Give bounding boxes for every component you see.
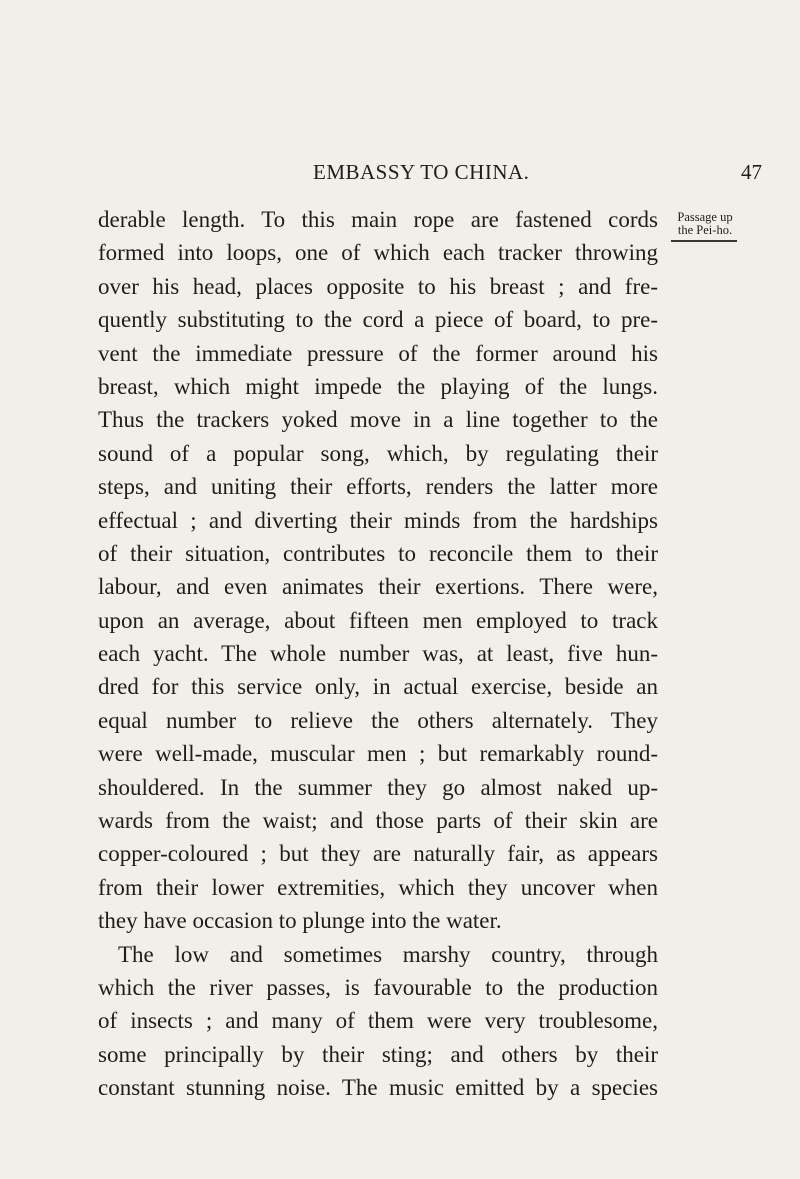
text-line: some principally by their sting; and others by their — [98, 1041, 658, 1067]
page-number: 47 — [741, 160, 762, 184]
text-line: over his head, places opposite to his breast ; and fre- — [98, 273, 658, 299]
text-line: copper-coloured ; but they are naturally fair, as appears — [98, 841, 658, 867]
text-line: Thus the trackers yoked move in a line together to the — [98, 407, 658, 433]
text-line: sound of a popular song, which, by regulating their — [98, 440, 658, 466]
text-line: constant stunning noise. The music emitted by a species — [98, 1075, 658, 1101]
text-line: labour, and even animates their exertions. There were, — [98, 574, 658, 600]
text-line: from their lower extremities, which they uncover when — [98, 874, 658, 900]
body-text — [98, 203, 658, 1105]
text-line: breast, which might impede the playing of the lungs. — [98, 373, 658, 399]
text-line: The low and sometimes marshy country, through — [118, 941, 658, 967]
text-line: formed into loops, one of which each tracker throwing — [98, 240, 658, 266]
text-line: effectual ; and diverting their minds from the hardships — [98, 507, 658, 533]
text-line: they have occasion to plunge into the water. — [98, 908, 502, 934]
text-line: derable length. To this main rope are fastened cords — [98, 207, 658, 232]
text-line: upon an average, about fifteen men employed to track — [98, 607, 658, 633]
text-line: wards from the waist; and those parts of their skin are — [98, 808, 658, 834]
margin-note-line: the Pei-ho. — [677, 223, 733, 237]
text-line: equal number to relieve the others alternately. They — [98, 707, 658, 733]
text-line: quently substituting to the cord a piece of board, to pre- — [98, 307, 658, 333]
margin-note-rule — [671, 240, 737, 242]
margin-note — [669, 211, 741, 237]
running-head: EMBASSY TO CHINA. — [313, 160, 530, 184]
margin-note-line: Passage up — [677, 210, 733, 224]
text-line: of their situation, contributes to reconcile them to their — [98, 540, 658, 566]
text-line: which the river passes, is favourable to the production — [98, 974, 658, 1000]
text-line: of insects ; and many of them were very troublesome, — [98, 1008, 658, 1034]
text-line: each yacht. The whole number was, at least, five hun- — [98, 641, 658, 667]
text-line: shouldered. In the summer they go almost naked up- — [98, 774, 658, 800]
text-line: steps, and uniting their efforts, renders the latter more — [98, 474, 658, 500]
text-line: were well-made, muscular men ; but remarkably round- — [98, 741, 658, 767]
text-line: vent the immediate pressure of the former around his — [98, 340, 658, 366]
text-line: dred for this service only, in actual exercise, beside an — [98, 674, 658, 700]
